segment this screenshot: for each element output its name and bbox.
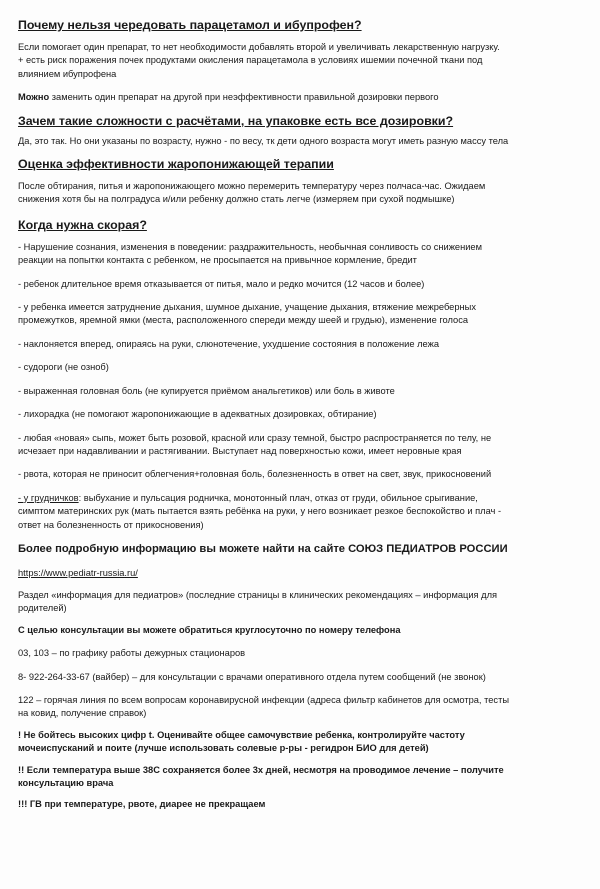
warning-line: !!! ГВ при температуре, рвоте, диарее не прекращаем	[18, 799, 266, 810]
paragraph-line: родителей)	[18, 603, 67, 614]
list-item-cont: симптом материнских рук (мать пытается взять ребёнка на руки, у него возникает резкое беспокойство и плач -	[18, 506, 502, 517]
heading-alternating-drugs: Почему нельзя чередовать парацетамол и ибупрофен?	[18, 18, 362, 32]
paragraph-line: влиянием ибупрофена	[18, 68, 117, 79]
heading-more-info: Более подробную информацию вы можете найти на сайте СОЮЗ ПЕДИАТРОВ РОССИИ	[18, 542, 508, 555]
list-item: - судороги (не озноб)	[18, 362, 109, 373]
paragraph-line: Если помогает один препарат, то нет необходимости добавлять второй и увеличивать лекарственную нагрузку.	[18, 42, 500, 52]
paragraph-line: снижения хотя бы на полградуса и/или ребенку должно стать легче (измеряем при сухой подмышке)	[18, 194, 455, 205]
list-item-cont: исчезает при надавливании и растягивании. Выступает над поверхностью кожи, имеет неровные края	[18, 445, 462, 456]
warning-line: ! Не бойтесь высоких цифр t. Оценивайте общее самочувствие ребенка, контролируйте частоту	[18, 729, 465, 740]
paragraph-line: После обтирания, питья и жаропонижающего можно перемерить температуру через полчаса-час. Ожидаем	[18, 181, 486, 192]
pediatr-russia-link[interactable]: https://www.pediatr-russia.ru/	[18, 567, 138, 578]
phone-line-cont: на ковид, получение справок)	[18, 708, 147, 719]
list-item: - рвота, которая не приносит облегчения+головная боль, болезненность в ответ на свет, звук, прикосновений	[18, 469, 492, 480]
heading-when-ambulance: Когда нужна скорая?	[18, 217, 147, 232]
warning-line-cont: консультацию врача	[18, 778, 114, 788]
list-item-cont: реакции на попытки контакта с ребенком, не просыпается на привычное кормление, бредит	[18, 255, 417, 266]
list-item: - у ребенка имеется затруднение дыхания, шумное дыхание, учащение дыхания, втяжение межреберных	[18, 302, 476, 313]
list-item-cont: ответ на болезненность от прикосновения)	[18, 519, 204, 530]
paragraph-line: Раздел «информация для педиатров» (последние страницы в клинических рекомендациях – информация для	[18, 589, 498, 600]
paragraph-replace-drug	[18, 91, 590, 104]
list-item: - наклоняется вперед, опираясь на руки, слюнотечение, ухудшение состояния в положение лежа	[18, 338, 440, 349]
warning-line: !! Если температура выше 38С сохраняется более 3х дней, несмотря на проводимое лечение – получите	[18, 764, 504, 775]
link-row	[18, 563, 590, 581]
phone-line: 8- 922-264-33-67 (вайбер) – для консультации с врачами оперативного отдела путем сообщений (не звонок)	[18, 671, 486, 682]
heading-dosage-calc: Зачем такие сложности с расчётами, на упаковке есть все дозировки?	[18, 113, 454, 128]
paragraph-line: + есть риск поражения почек продуктами окисления парацетамола в условиях ишемии почечной ткани под	[18, 55, 483, 66]
paragraph-rest: заменить один препарат на другой при неэффективности правильной дозировки первого	[49, 92, 439, 103]
list-item-cont: промежутков, яремной ямки (места, расположенного спереди между шеей и грудью), изменение голоса	[18, 315, 469, 326]
infants-text: : выбухание и пульсация родничка, монотонный плач, отказ от груди, обильное срыгивание,	[78, 492, 478, 503]
phone-line: 03, 103 – по графику работы дежурных стационаров	[18, 648, 246, 659]
paragraph-line: Да, это так. Но они указаны по возрасту, нужно - по весу, тк дети одного возраста могут иметь разную массу тела	[18, 135, 509, 146]
phone-line: 122 – горячая линия по всем вопросам коронавирусной инфекции (адреса фильтр кабинетов для осмотра, тесты	[18, 694, 510, 705]
list-item: - любая «новая» сыпь, может быть розовой, красной или сразу темной, быстро распространяется по телу, не	[18, 432, 492, 443]
heading-therapy-evaluation: Оценка эффективности жаропонижающей терапии	[18, 157, 334, 172]
list-item-infants	[18, 492, 590, 505]
bold-word: Можно	[18, 92, 50, 103]
list-item: - Нарушение сознания, изменения в поведении: раздражительность, необычная сонливость со снижением	[18, 241, 482, 252]
list-item: - ребенок длительное время отказывается от питья, мало и редко мочится (12 часов и более)	[18, 278, 425, 289]
warning-line-cont: мочеиспусканий и поите (лучше использовать солевые р-ры - регидрон БИО для детей)	[18, 743, 429, 754]
infants-label: - у грудничков	[18, 492, 79, 503]
consult-heading: С целью консультации вы можете обратиться круглосуточно по номеру телефона	[18, 624, 401, 635]
list-item: - выраженная головная боль (не купируется приёмом анальгетиков) или боль в животе	[18, 385, 395, 396]
list-item: - лихорадка (не помогают жаропонижающие в адекватных дозировках, обтирание)	[18, 409, 377, 420]
